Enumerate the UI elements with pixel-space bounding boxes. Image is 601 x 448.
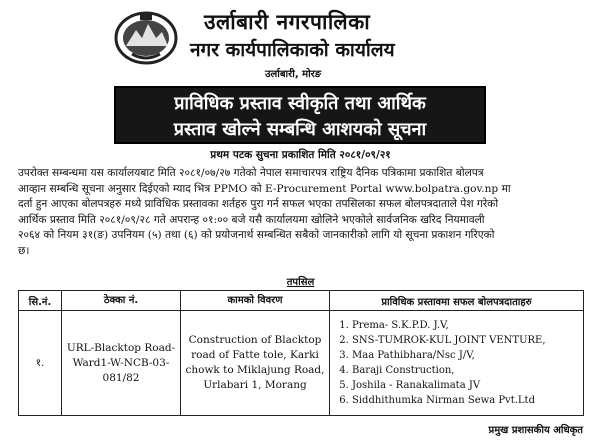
body-line: छ। (18, 244, 30, 257)
notice-title-banner (114, 86, 486, 144)
tender-table (18, 290, 584, 416)
body-line: दर्ता हुन आएका बोलपत्रहरु मध्ये प्राविधिक प्रस्तावका शर्तहरु पुरा गर्न सफल भएका तपसिलका सफल बोलपत्रदाताले पेश गरेको (18, 198, 499, 210)
bidders-list (334, 318, 579, 408)
signatory-title: प्रमुख प्रशासकीय अधिकृत (488, 425, 583, 436)
section-title: तपसिल (286, 277, 315, 288)
header-contract-no: ठेक्का नं. (62, 291, 181, 311)
bidder-item: 6. Siddhithumka Nirman Sewa Pvt.Ltd (352, 393, 579, 408)
header-serial: सि.नं. (19, 291, 62, 311)
notice-title-line-1: प्राविधिक प्रस्ताव स्वीकृति तथा आर्थिक (174, 93, 426, 114)
cell-serial: १. (19, 311, 62, 416)
publication-date: प्रथम पटक सुचना प्रकाशित मिति २०८१/०९/२१ (210, 149, 391, 161)
cell-work-description: Construction of Blacktop road of Fatte tole, Karki chowk to Miklajung Road, Urlabari 1, Morang (181, 311, 330, 416)
cell-bidders (330, 311, 584, 416)
bidder-item: 5. Joshila - Ranakalimata JV (352, 378, 579, 393)
header-work-description: कामको विवरण (181, 291, 330, 311)
body-line: २०६४ को नियम ३१(ङ) उपनियम (५) तथा (६) को प्रयोजनार्थ सम्बन्धित सबैको जानकारीको लागि यो सूचना प्रकाशन गरिएको (18, 229, 495, 241)
body-line: उपरोक्त सम्बन्धमा यस कार्यालयबाट मिति २०८१/०७/२७ गतेको नेपाल समाचारपत्र राष्ट्रिय दैनिक पत्रिकामा प्रकाशित बोलपत्र (18, 167, 484, 179)
table-header-row (19, 291, 584, 311)
municipality-name: उर्लाबारी नगरपालिका (204, 10, 371, 34)
notice-body (18, 166, 586, 259)
header-successful-bidders: प्राविधिक प्रस्तावमा सफल बोलपत्रदाताहरु (330, 291, 584, 311)
bidder-item: 4. Baraji Construction, (352, 363, 579, 378)
notice-title-line-2: प्रस्ताव खोल्ने सम्बन्धि आशयको सूचना (173, 119, 427, 140)
bidder-item: 3. Maa Pathibhara/Nsc J/V, (352, 348, 579, 363)
nepal-emblem-logo (112, 10, 180, 66)
location-label: उर्लाबारी, मोरङ (265, 69, 322, 80)
body-line: आव्हान सम्बन्धि सूचना अनुसार दिईएको म्याद भित्र PPMO को E-Procurement Portal www.bolpatra.gov.np मा (18, 182, 511, 195)
table-row (19, 311, 584, 416)
bidder-item: 2. SNS-TUMROK-KUL JOINT VENTURE, (352, 333, 579, 348)
cell-contract-no: URL-Blacktop Road-Ward1-W-NCB-03-081/82 (62, 311, 181, 416)
body-line: आर्थिक प्रस्ताव मिति २०८१/०९/२८ गते अपरान्ह ०१:०० बजे यसै कार्यालयमा खोलिने भएकोले सार्वजनिक खरिद नियमावली (18, 213, 485, 226)
office-name: नगर कार्यपालिकाको कार्यालय (190, 39, 395, 61)
bidder-item: 1. Prema- S.K.P.D. J.V, (352, 318, 579, 333)
